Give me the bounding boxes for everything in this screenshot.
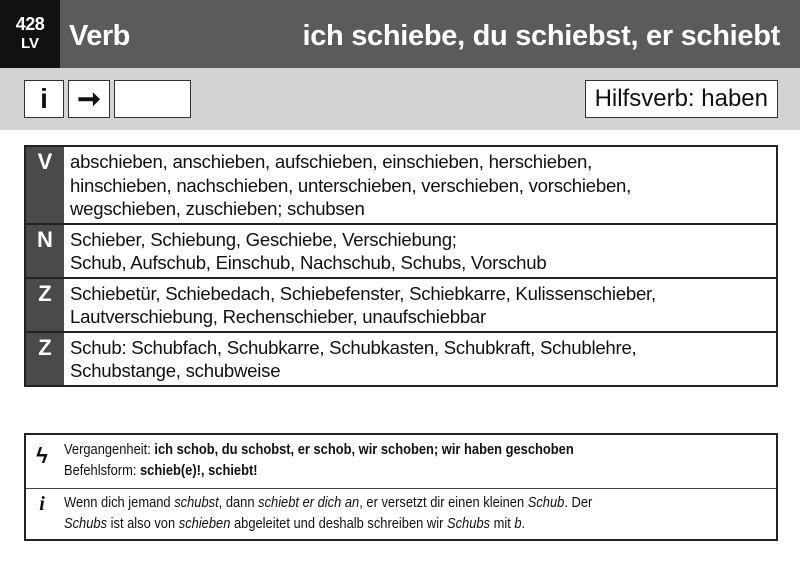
imperative-value: schieb(e)!, schiebt! xyxy=(140,462,258,479)
past-value: ich schob, du schobst, er schob, wir schoben; wir haben geschoben xyxy=(154,441,574,458)
info-box[interactable] xyxy=(24,80,64,118)
text-run: abgeleitet und deshalb schreiben wir xyxy=(230,515,447,532)
text-run: b xyxy=(514,515,522,532)
text-run: Schubs xyxy=(64,515,108,532)
imperative-label: Befehlsform: xyxy=(64,462,137,479)
row-line: wegschieben, zuschieben; schubsen xyxy=(70,198,365,219)
row-text xyxy=(64,279,776,331)
table-row-verbs xyxy=(26,147,776,223)
info-line-2 xyxy=(64,513,592,534)
text-run: schieben xyxy=(178,515,231,532)
row-line: Schieber, Schiebung, Geschiebe, Verschiebung; xyxy=(70,228,457,250)
arrow-right-icon: ➞ xyxy=(77,83,101,114)
grammar-text xyxy=(64,439,574,481)
info-note xyxy=(26,488,776,540)
entry-number: 428 xyxy=(15,14,45,34)
text-run: . Der xyxy=(564,494,593,511)
row-line: hinschieben, nachschieben, unterschieben, verschieben, vorschieben, xyxy=(70,174,632,196)
table-row-compounds-schub xyxy=(26,331,776,385)
row-text xyxy=(64,147,776,223)
notes-box xyxy=(24,433,778,541)
row-line: Schub, Aufschub, Einschub, Nachschub, Schubs, Vorschub xyxy=(70,252,547,273)
row-line: Schiebetür, Schiebedach, Schiebefenster, Schiebkarre, Kulissenschieber, xyxy=(70,282,656,304)
grammar-note xyxy=(26,435,776,486)
word-type: Verb xyxy=(69,20,130,52)
auxiliary-verb-box: Hilfsverb: haben xyxy=(585,80,778,118)
row-label: Z xyxy=(26,279,64,331)
word-family-table xyxy=(24,145,778,387)
row-text xyxy=(64,333,776,385)
entry-number-box xyxy=(0,0,60,68)
row-line: Schub: Schubfach, Schubkarre, Schubkasten, Schubkraft, Schublehre, xyxy=(70,336,637,358)
past-label: Vergangenheit: xyxy=(64,441,151,458)
header-bar xyxy=(0,0,800,68)
entry-code: LV xyxy=(20,35,40,52)
imperative-line xyxy=(64,460,574,481)
text-run: , dann xyxy=(218,494,259,511)
text-run: Schubs xyxy=(446,515,491,532)
text-run: Schub xyxy=(527,494,565,511)
info-icon: i xyxy=(40,83,48,114)
row-label: N xyxy=(26,225,64,277)
table-row-nouns xyxy=(26,223,776,277)
arrow-box[interactable] xyxy=(68,80,110,118)
lightning-icon: ϟ xyxy=(36,443,48,468)
text-run: Wenn dich jemand xyxy=(64,494,175,511)
table-row-compounds xyxy=(26,277,776,331)
text-run: mit xyxy=(490,515,515,532)
text-run: schiebt er dich an xyxy=(258,494,360,511)
row-text xyxy=(64,225,776,277)
info-icon: i xyxy=(39,493,45,515)
text-run: ist also von xyxy=(107,515,179,532)
row-label: V xyxy=(26,147,64,223)
text-run: , er versetzt dir einen kleinen xyxy=(359,494,528,511)
verb-forms: ich schiebe, du schiebst, er schiebt xyxy=(302,20,780,52)
past-tense-line xyxy=(64,439,574,460)
row-line: Schubstange, schubweise xyxy=(70,360,281,381)
row-line: Lautverschiebung, Rechenschieber, unaufschiebbar xyxy=(70,306,486,327)
row-line: abschieben, anschieben, aufschieben, einschieben, herschieben, xyxy=(70,151,593,172)
text-run: . xyxy=(521,515,526,532)
empty-box[interactable] xyxy=(114,80,191,118)
row-label: Z xyxy=(26,333,64,385)
text-run: schubst xyxy=(174,494,219,511)
info-text xyxy=(64,492,592,534)
info-line-1 xyxy=(64,492,592,513)
